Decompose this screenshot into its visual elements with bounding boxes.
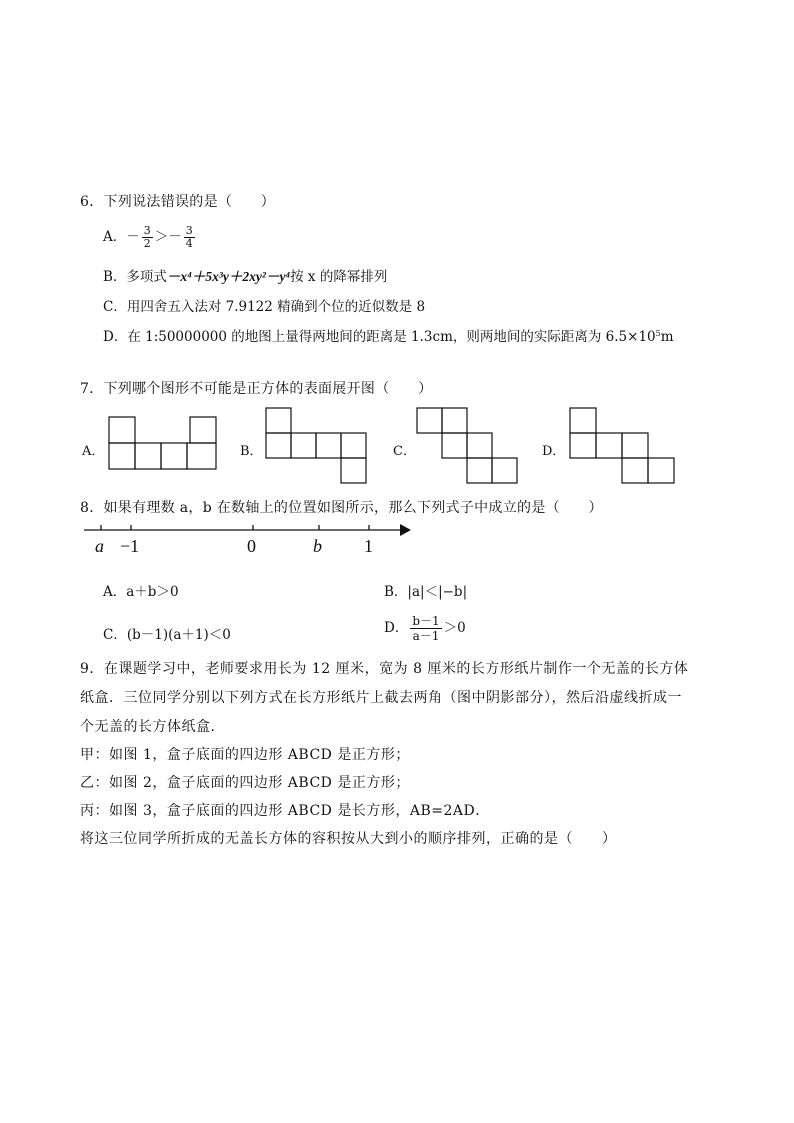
net-b	[266, 408, 366, 483]
q6-option-a-gt: ＞－	[154, 229, 182, 245]
q7-label-a: A．	[82, 444, 105, 459]
q8-stem: 8．如果有理数 a，b 在数轴上的位置如图所示，那么下列式子中成立的是（ ）	[80, 500, 603, 516]
q6-option-b-tail: 按 x 的降幂排列	[290, 269, 388, 285]
q6-frac1-num: 3	[143, 224, 151, 237]
q8-option-a: A．a＋b＞0	[103, 584, 179, 600]
q6-frac2-den: 4	[185, 237, 193, 250]
q7-label-c: C．	[393, 444, 416, 459]
q8-option-d-frac	[410, 614, 441, 643]
q6-option-d-unit: m	[660, 329, 674, 345]
axis-label-0: 0	[247, 536, 256, 556]
q6-option-c: C．用四舍五入法对 7.9122 精确到个位的近似数是 8	[103, 299, 426, 315]
q6-option-b-expr: －x⁴＋5x³y＋2xy²－y⁴	[166, 269, 291, 284]
q9-last: 将这三位同学所折成的无盖长方体的容积按从大到小的顺序排列，正确的是（ ）	[80, 831, 617, 847]
axis-label-neg1: −1	[120, 536, 140, 556]
q6-option-a-label: A．	[103, 229, 127, 245]
q8-option-d	[384, 614, 466, 643]
axis-label-1: 1	[364, 536, 373, 556]
q8-option-b: B．|a|＜|−b|	[384, 584, 468, 600]
q9-jia: 甲：如图 1，盒子底面的四边形 ABCD 是正方形；	[80, 747, 410, 763]
axis-label-b: b	[313, 536, 322, 556]
q7-stem: 7．下列哪个图形不可能是正方体的表面展开图（ ）	[80, 381, 433, 397]
q6-option-d-text: D．在 1:50000000 的地图上量得两地间的距离是 1.3cm，则两地间的实际距离为 6.5×10	[103, 329, 656, 345]
arrow-head-icon	[400, 524, 411, 536]
q8-option-c: C．(b－1)(a＋1)＜0	[103, 627, 231, 643]
axis-label-a: a	[95, 536, 104, 556]
q8-option-d-den: a－1	[412, 629, 440, 643]
q8-option-d-num: b－1	[412, 614, 440, 628]
number-line	[84, 524, 411, 536]
net-c	[417, 408, 517, 483]
q6-option-b-label: B．多项式	[103, 269, 167, 285]
q9-line1: 9．在课题学习中，老师要求用长为 12 厘米，宽为 8 厘米的长方形纸片制作一个无盖的长方体	[80, 661, 689, 677]
q6-option-d-exp: 5	[655, 329, 661, 338]
q6-frac2-num: 3	[185, 224, 193, 237]
net-a	[109, 417, 216, 469]
q8-option-d-tail: ＞0	[443, 620, 466, 636]
q6-frac1-den: 2	[143, 237, 151, 250]
q9-bing: 丙：如图 3，盒子底面的四边形 ABCD 是长方形，AB=2AD．	[80, 803, 490, 819]
q8-option-d-label: D．	[384, 620, 409, 636]
q9-line2: 纸盒．三位同学分别以下列方式在长方形纸片上截去两角（图中阴影部分），然后沿虚线折成一	[80, 690, 682, 706]
q7-label-d: D．	[542, 444, 566, 459]
q6-option-a-neg: －	[126, 229, 140, 245]
net-d	[570, 408, 674, 483]
q6-stem: 6．下列说法错误的是（ ）	[80, 194, 276, 210]
q9-yi: 乙：如图 2，盒子底面的四边形 ABCD 是正方形；	[80, 775, 410, 791]
q9-line3: 个无盖的长方体纸盒．	[80, 719, 225, 735]
q7-label-b: B．	[240, 444, 263, 459]
